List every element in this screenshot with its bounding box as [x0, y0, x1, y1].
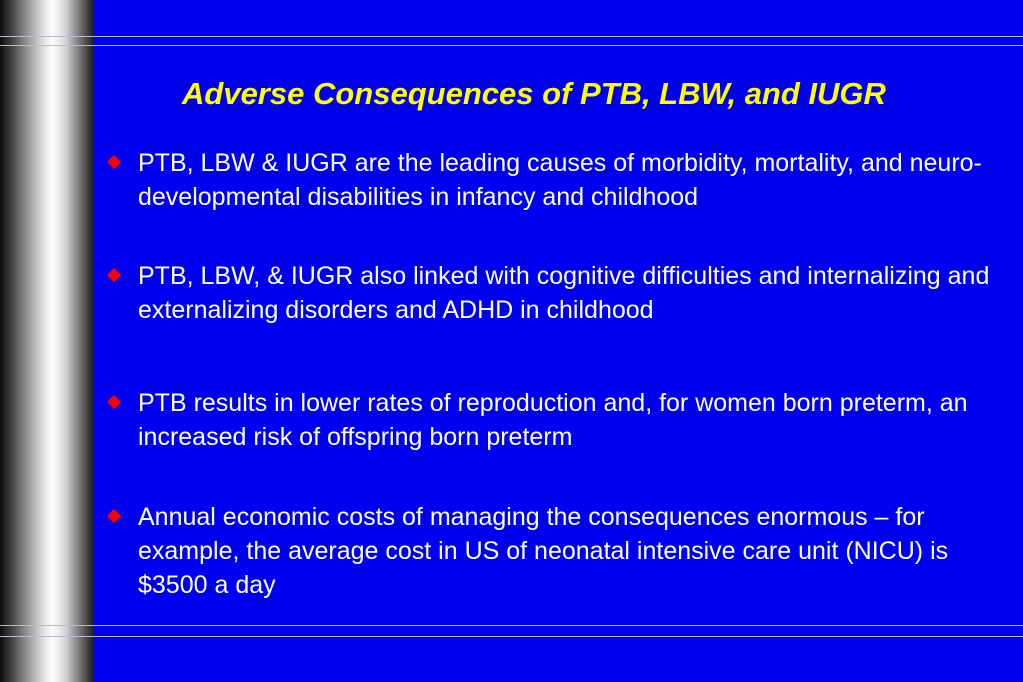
bullet-item-4 [106, 500, 1016, 602]
bottom-divider-line-1 [0, 625, 1023, 626]
left-gradient-band [0, 0, 94, 682]
slide-title: Adverse Consequences of PTB, LBW, and IUGR [182, 76, 886, 111]
bullet-text: PTB, LBW & IUGR are the leading causes of morbidity, mortality, and neuro-developmental disabilities in infancy and childhood [138, 149, 982, 211]
bullet-item-3 [106, 386, 1016, 454]
red-diamond-bullet-icon [107, 395, 121, 409]
top-divider-line-1 [0, 36, 1023, 37]
red-diamond-bullet-icon [107, 268, 121, 282]
bullet-text: Annual economic costs of managing the consequences enormous – for example, the average cost in US of neonatal intensive care unit (NICU) is $3500 a day [138, 503, 949, 599]
bullet-text: PTB, LBW, & IUGR also linked with cognitive difficulties and internalizing and externalizing disorders and ADHD in childhood [138, 262, 990, 324]
bottom-divider-line-2 [0, 636, 1023, 637]
top-divider-line-2 [0, 45, 1023, 46]
bullet-item-1 [106, 146, 1016, 214]
bullet-text: PTB results in lower rates of reproduction and, for women born preterm, an increased risk of offspring born preterm [138, 389, 968, 451]
bullet-item-2 [106, 259, 1016, 327]
red-diamond-bullet-icon [107, 509, 121, 523]
red-diamond-bullet-icon [107, 155, 121, 169]
